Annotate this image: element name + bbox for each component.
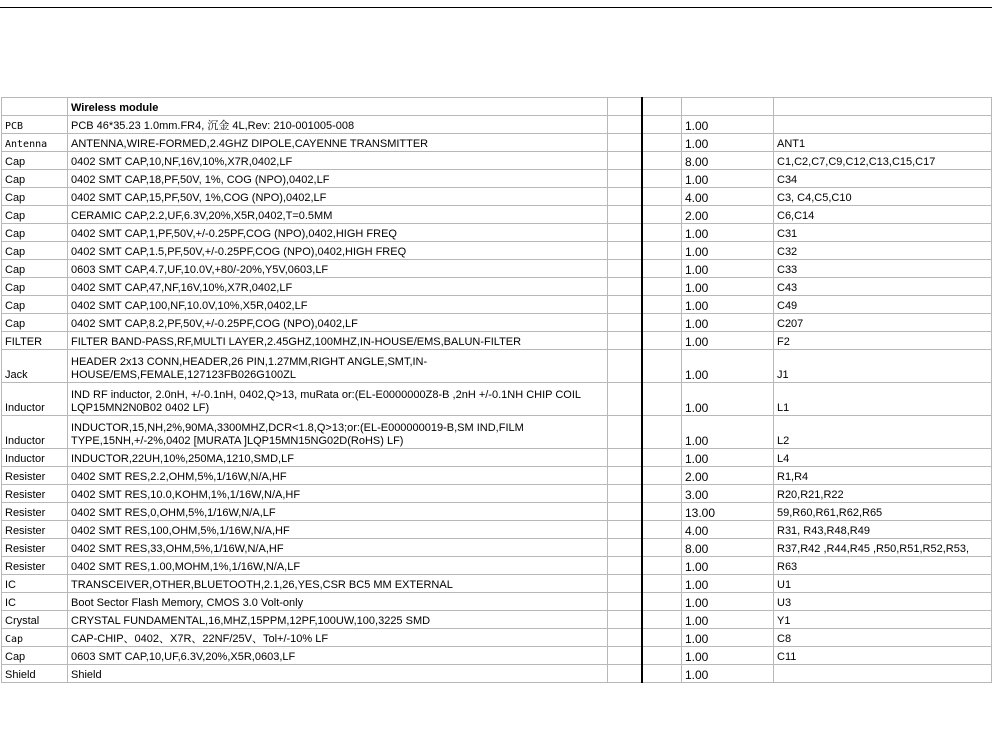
quantity-cell: 1.00 [682,242,774,260]
spacer-cell [608,260,642,278]
component-type-cell: Cap [2,296,68,314]
table-row [2,503,992,521]
table-row [2,152,992,170]
description-cell: 0402 SMT CAP,18,PF,50V, 1%, COG (NPO),0402,LF [68,170,608,188]
component-type-cell: PCB [2,116,68,134]
spacer-cell [608,665,642,683]
reference-designator-cell [774,116,992,134]
spacer-cell [642,416,682,449]
table-row [2,521,992,539]
spacer-cell [608,629,642,647]
header-empty-cell [642,98,682,116]
description-cell: 0402 SMT RES,33,OHM,5%,1/16W,N/A,HF [68,539,608,557]
table-row [2,575,992,593]
component-type-cell: Inductor [2,416,68,449]
reference-designator-cell: U1 [774,575,992,593]
table-header-row [2,98,992,116]
reference-designator-cell: C3, C4,C5,C10 [774,188,992,206]
quantity-cell: 1.00 [682,224,774,242]
component-type-cell: Resister [2,485,68,503]
spacer-cell [642,116,682,134]
quantity-cell: 1.00 [682,170,774,188]
table-row [2,134,992,152]
table-row [2,332,992,350]
quantity-cell: 1.00 [682,416,774,449]
spacer-cell [642,539,682,557]
quantity-cell: 1.00 [682,278,774,296]
spacer-cell [608,350,642,383]
table-row [2,665,992,683]
bom-table-body [2,98,992,683]
description-cell: 0402 SMT CAP,47,NF,16V,10%,X7R,0402,LF [68,278,608,296]
description-cell: 0402 SMT CAP,10,NF,16V,10%,X7R,0402,LF [68,152,608,170]
reference-designator-cell: C6,C14 [774,206,992,224]
spacer-cell [608,152,642,170]
description-cell: TRANSCEIVER,OTHER,BLUETOOTH,2.1,26,YES,CSR BC5 MM EXTERNAL [68,575,608,593]
spacer-cell [608,170,642,188]
component-type-cell: Resister [2,521,68,539]
table-row [2,647,992,665]
reference-designator-cell: C49 [774,296,992,314]
spacer-cell [642,383,682,416]
spacer-cell [608,188,642,206]
component-type-cell: Resister [2,503,68,521]
component-type-cell: Cap [2,647,68,665]
component-type-cell: Cap [2,314,68,332]
reference-designator-cell: F2 [774,332,992,350]
description-cell: 0402 SMT RES,100,OHM,5%,1/16W,N/A,HF [68,521,608,539]
reference-designator-cell: R63 [774,557,992,575]
description-cell: 0402 SMT CAP,8.2,PF,50V,+/-0.25PF,COG (NPO),0402,LF [68,314,608,332]
component-type-cell: Cap [2,152,68,170]
spacer-cell [608,485,642,503]
table-row [2,593,992,611]
description-cell: IND RF inductor, 2.0nH, +/-0.1nH, 0402,Q>13, muRata or:(EL-E0000000Z8-B ,2nH +/-0.1NH CHIP COIL LQP15MN2N0B02 0402 LF) [68,383,608,416]
description-cell: INDUCTOR,15,NH,2%,90MA,3300MHZ,DCR<1.8,Q>13;or:(EL-E000000019-B,SM IND,FILM TYPE,15NH,+/-2%,0402 [MURATA ]LQP15MN15NG02D(RoHS) LF) [68,416,608,449]
description-cell: 0402 SMT RES,1.00,MOHM,1%,1/16W,N/A,LF [68,557,608,575]
quantity-cell: 4.00 [682,188,774,206]
component-type-cell: Cap [2,224,68,242]
reference-designator-cell: R31, R43,R48,R49 [774,521,992,539]
spacer-cell [608,449,642,467]
quantity-cell: 1.00 [682,350,774,383]
spacer-cell [642,485,682,503]
quantity-cell: 1.00 [682,260,774,278]
spacer-cell [642,611,682,629]
header-empty-cell [608,98,642,116]
table-row [2,629,992,647]
table-row [2,539,992,557]
description-cell: HEADER 2x13 CONN,HEADER,26 PIN,1.27MM,RIGHT ANGLE,SMT,IN-HOUSE/EMS,FEMALE,127123FB026G100ZL [68,350,608,383]
component-type-cell: Cap [2,260,68,278]
spacer-cell [642,278,682,296]
spacer-cell [642,242,682,260]
spacer-cell [608,647,642,665]
reference-designator-cell [774,665,992,683]
component-type-cell: Cap [2,206,68,224]
spacer-cell [642,206,682,224]
spacer-cell [642,647,682,665]
spacer-cell [642,152,682,170]
table-row [2,314,992,332]
reference-designator-cell: R1,R4 [774,467,992,485]
spacer-cell [642,557,682,575]
quantity-cell: 3.00 [682,485,774,503]
description-cell: 0402 SMT CAP,100,NF,10.0V,10%,X5R,0402,LF [68,296,608,314]
header-empty-cell [774,98,992,116]
table-row [2,242,992,260]
component-type-cell: Cap [2,629,68,647]
spacer-cell [642,629,682,647]
spacer-cell [642,503,682,521]
bom-table [1,97,992,683]
component-type-cell: IC [2,575,68,593]
spacer-cell [642,350,682,383]
table-row [2,260,992,278]
reference-designator-cell: C32 [774,242,992,260]
table-row [2,116,992,134]
spacer-cell [642,593,682,611]
quantity-cell: 8.00 [682,539,774,557]
table-row [2,611,992,629]
header-empty-cell [682,98,774,116]
table-row [2,278,992,296]
description-cell: CAP-CHIP、0402、X7R、22NF/25V、Tol+/-10% LF [68,629,608,647]
spacer-cell [642,467,682,485]
component-type-cell: Shield [2,665,68,683]
description-cell: 0603 SMT CAP,10,UF,6.3V,20%,X5R,0603,LF [68,647,608,665]
spacer-cell [608,503,642,521]
spacer-cell [608,467,642,485]
quantity-cell: 1.00 [682,449,774,467]
description-cell: 0402 SMT RES,2.2,OHM,5%,1/16W,N/A,HF [68,467,608,485]
spacer-cell [608,224,642,242]
description-cell: PCB 46*35.23 1.0mm.FR4, 沉金 4L,Rev: 210-001005-008 [68,116,608,134]
table-row [2,350,992,383]
quantity-cell: 1.00 [682,611,774,629]
quantity-cell: 1.00 [682,593,774,611]
spacer-cell [608,557,642,575]
reference-designator-cell: C207 [774,314,992,332]
reference-designator-cell: C1,C2,C7,C9,C12,C13,C15,C17 [774,152,992,170]
quantity-cell: 1.00 [682,665,774,683]
description-cell: Boot Sector Flash Memory, CMOS 3.0 Volt-only [68,593,608,611]
description-cell: 0402 SMT CAP,1.5,PF,50V,+/-0.25PF,COG (NPO),0402,HIGH FREQ [68,242,608,260]
spacer-cell [608,116,642,134]
spacer-cell [608,134,642,152]
spacer-cell [608,332,642,350]
description-cell: 0402 SMT RES,0,OHM,5%,1/16W,N/A,LF [68,503,608,521]
spacer-cell [608,242,642,260]
component-type-cell: Cap [2,170,68,188]
reference-designator-cell: L1 [774,383,992,416]
spacer-cell [642,134,682,152]
reference-designator-cell: C43 [774,278,992,296]
spacer-cell [608,206,642,224]
top-rule [0,7,992,8]
quantity-cell: 1.00 [682,134,774,152]
spacer-cell [642,224,682,242]
component-type-cell: Antenna [2,134,68,152]
section-title: Wireless module [68,98,608,116]
table-row [2,296,992,314]
spacer-cell [608,521,642,539]
quantity-cell: 1.00 [682,629,774,647]
description-cell: CERAMIC CAP,2.2,UF,6.3V,20%,X5R,0402,T=0.5MM [68,206,608,224]
spacer-cell [608,383,642,416]
table-row [2,206,992,224]
table-row [2,557,992,575]
reference-designator-cell: C34 [774,170,992,188]
reference-designator-cell: R37,R42 ,R44,R45 ,R50,R51,R52,R53, [774,539,992,557]
component-type-cell: Resister [2,467,68,485]
quantity-cell: 13.00 [682,503,774,521]
spacer-cell [642,575,682,593]
quantity-cell: 1.00 [682,314,774,332]
spacer-cell [642,332,682,350]
spacer-cell [608,278,642,296]
component-type-cell: Jack [2,350,68,383]
spacer-cell [608,611,642,629]
table-row [2,188,992,206]
reference-designator-cell: J1 [774,350,992,383]
reference-designator-cell: Y1 [774,611,992,629]
spacer-cell [642,665,682,683]
spacer-cell [642,188,682,206]
reference-designator-cell: R20,R21,R22 [774,485,992,503]
quantity-cell: 1.00 [682,575,774,593]
description-cell: FILTER BAND-PASS,RF,MULTI LAYER,2.45GHZ,100MHZ,IN-HOUSE/EMS,BALUN-FILTER [68,332,608,350]
component-type-cell: IC [2,593,68,611]
spacer-cell [608,575,642,593]
reference-designator-cell: ANT1 [774,134,992,152]
spacer-cell [608,539,642,557]
quantity-cell: 1.00 [682,557,774,575]
component-type-cell: Cap [2,242,68,260]
spacer-cell [642,296,682,314]
quantity-cell: 2.00 [682,467,774,485]
component-type-cell: Inductor [2,383,68,416]
quantity-cell: 1.00 [682,116,774,134]
component-type-cell: FILTER [2,332,68,350]
description-cell: 0402 SMT RES,10.0,KOHM,1%,1/16W,N/A,HF [68,485,608,503]
reference-designator-cell: 59,R60,R61,R62,R65 [774,503,992,521]
component-type-cell: Crystal [2,611,68,629]
reference-designator-cell: U3 [774,593,992,611]
reference-designator-cell: L2 [774,416,992,449]
component-type-cell: Cap [2,188,68,206]
spacer-cell [642,521,682,539]
description-cell: CRYSTAL FUNDAMENTAL,16,MHZ,15PPM,12PF,100UW,100,3225 SMD [68,611,608,629]
table-row [2,485,992,503]
quantity-cell: 8.00 [682,152,774,170]
reference-designator-cell: C31 [774,224,992,242]
quantity-cell: 1.00 [682,383,774,416]
spacer-cell [642,314,682,332]
table-row [2,449,992,467]
spacer-cell [608,314,642,332]
quantity-cell: 1.00 [682,296,774,314]
component-type-cell: Resister [2,539,68,557]
reference-designator-cell: C33 [774,260,992,278]
spacer-cell [608,296,642,314]
table-row [2,170,992,188]
quantity-cell: 4.00 [682,521,774,539]
table-row [2,383,992,416]
spacer-cell [608,416,642,449]
description-cell: ANTENNA,WIRE-FORMED,2.4GHZ DIPOLE,CAYENNE TRANSMITTER [68,134,608,152]
reference-designator-cell: C8 [774,629,992,647]
quantity-cell: 2.00 [682,206,774,224]
component-type-cell: Cap [2,278,68,296]
spacer-cell [642,449,682,467]
reference-designator-cell: C11 [774,647,992,665]
description-cell: Shield [68,665,608,683]
spacer-cell [642,260,682,278]
header-empty-cell [2,98,68,116]
description-cell: 0402 SMT CAP,15,PF,50V, 1%,COG (NPO),0402,LF [68,188,608,206]
spacer-cell [642,170,682,188]
component-type-cell: Inductor [2,449,68,467]
quantity-cell: 1.00 [682,332,774,350]
spacer-cell [608,593,642,611]
table-row [2,416,992,449]
component-type-cell: Resister [2,557,68,575]
description-cell: INDUCTOR,22UH,10%,250MA,1210,SMD,LF [68,449,608,467]
quantity-cell: 1.00 [682,647,774,665]
table-row [2,467,992,485]
reference-designator-cell: L4 [774,449,992,467]
description-cell: 0603 SMT CAP,4.7,UF,10.0V,+80/-20%,Y5V,0603,LF [68,260,608,278]
description-cell: 0402 SMT CAP,1,PF,50V,+/-0.25PF,COG (NPO),0402,HIGH FREQ [68,224,608,242]
table-row [2,224,992,242]
